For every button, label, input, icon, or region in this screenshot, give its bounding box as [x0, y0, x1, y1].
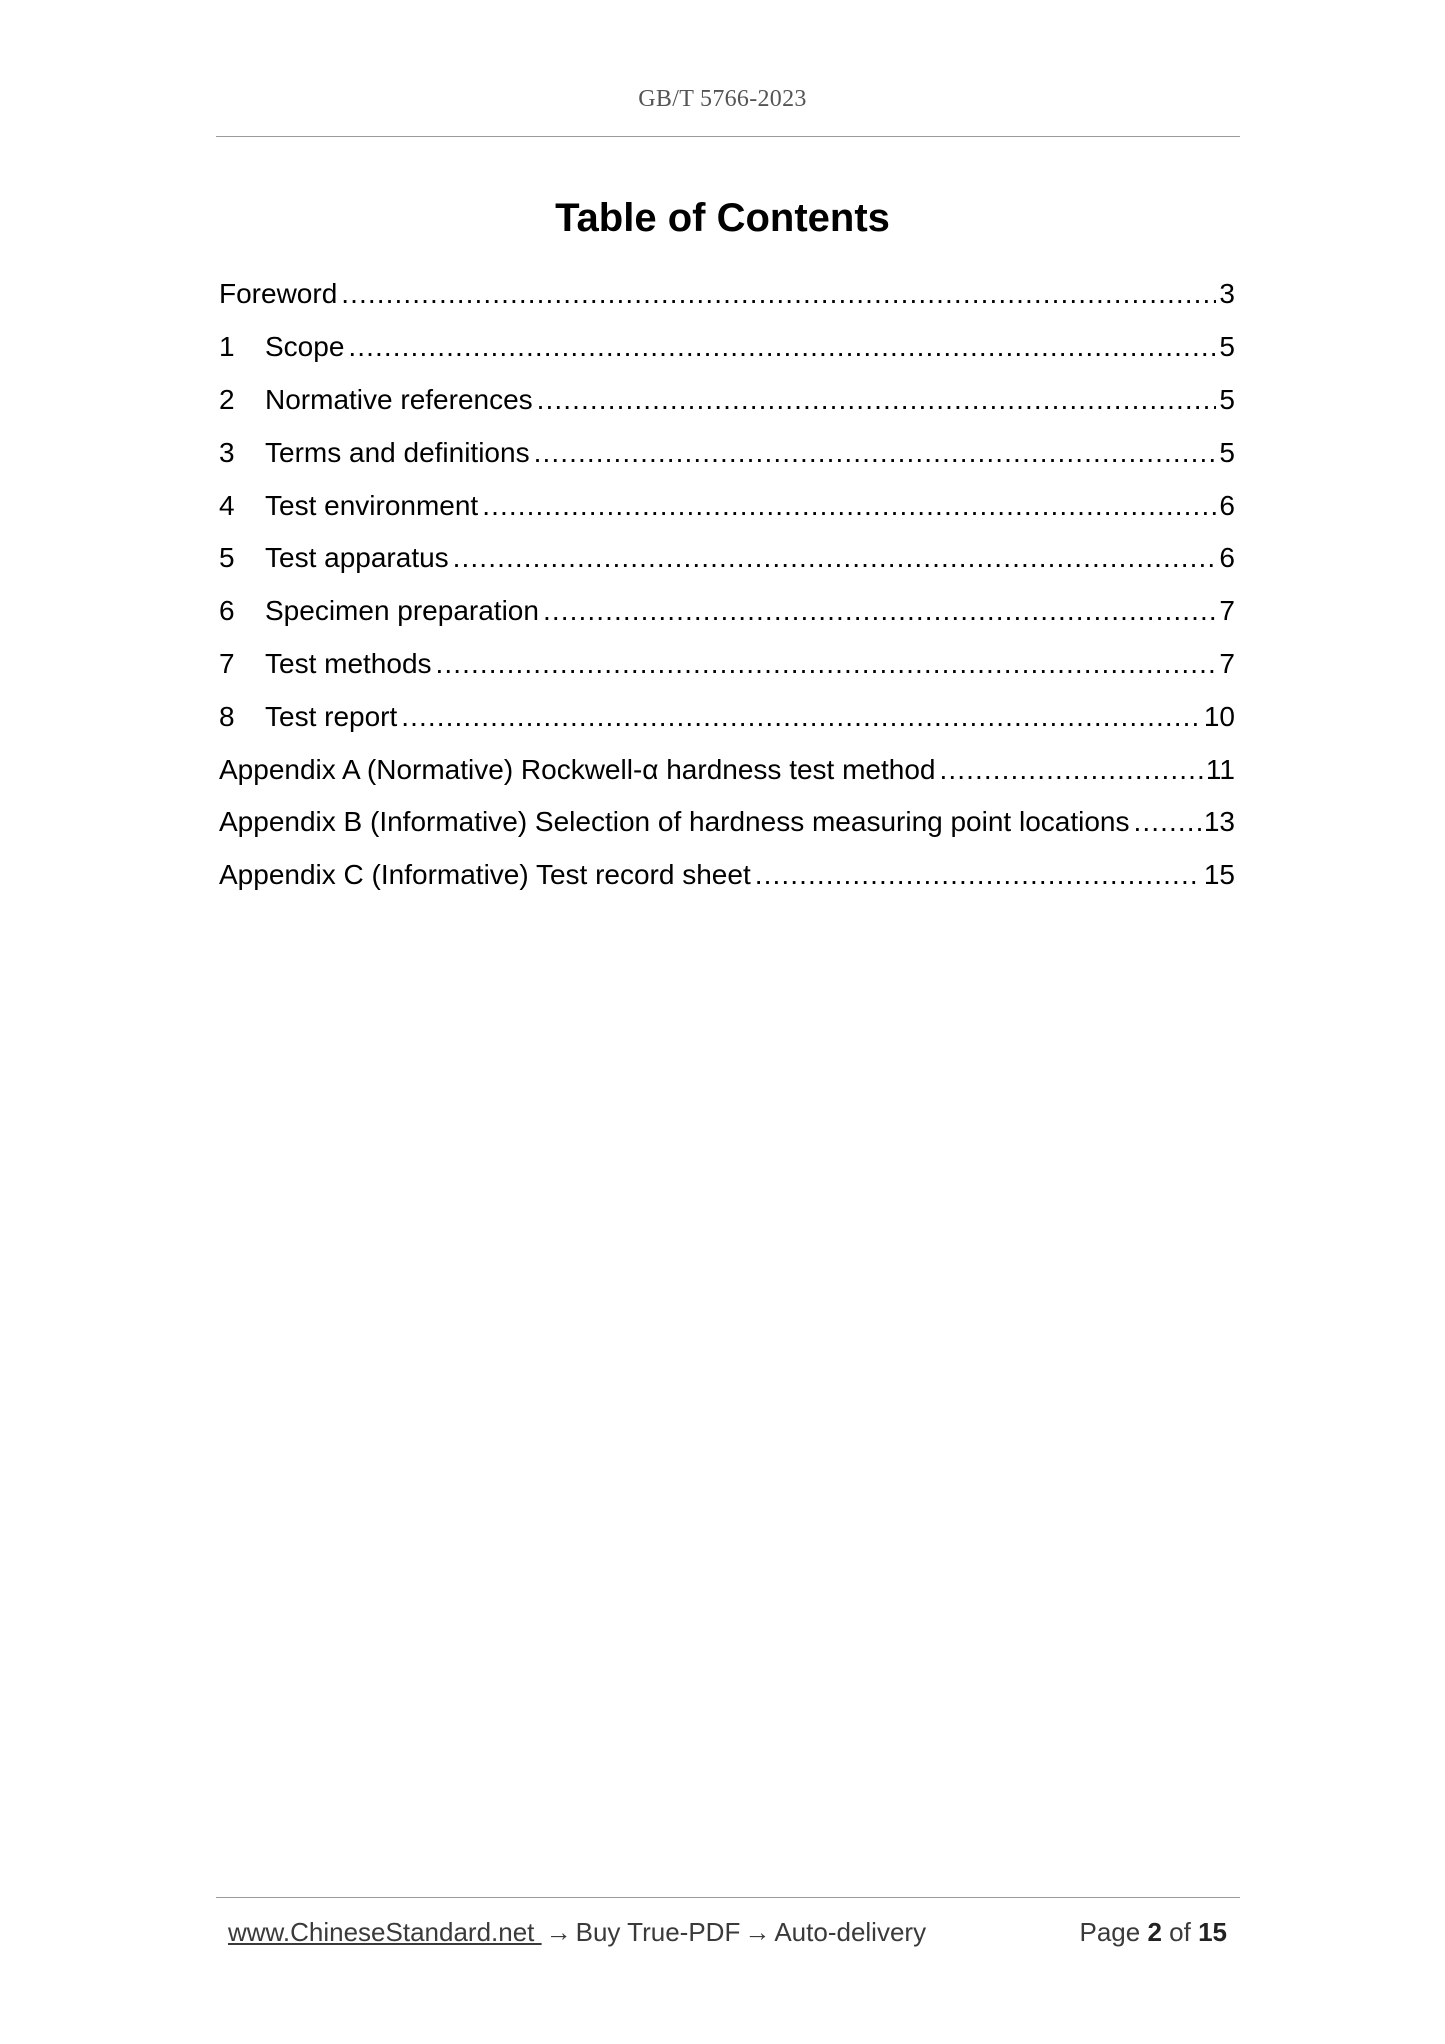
toc-dot-leader	[1134, 805, 1201, 839]
toc-entry-appendix-b[interactable]	[219, 796, 1235, 849]
toc-entry-number: 1	[219, 331, 235, 363]
toc-entry-label: Appendix C (Informative) Test record sheet	[219, 859, 751, 891]
footer-promo	[228, 1917, 926, 1948]
toc-entry-number: 2	[219, 383, 235, 415]
toc-entry-test-report[interactable]	[219, 690, 1235, 743]
right-arrow-icon: →	[545, 1917, 572, 1947]
toc-entry-number: 4	[219, 489, 235, 521]
toc-entry-specimen-preparation[interactable]	[219, 585, 1235, 638]
delivery-text: Auto-delivery	[774, 1917, 927, 1947]
toc-entry-test-methods[interactable]	[219, 638, 1235, 691]
toc-entry-page: 7	[1219, 595, 1235, 627]
page-title: Table of Contents	[555, 196, 890, 240]
toc-dot-leader	[482, 489, 1216, 523]
footer-divider	[216, 1897, 1240, 1898]
toc-entry-label: Terms and definitions	[265, 436, 530, 468]
toc-entry-foreword[interactable]	[219, 268, 1235, 321]
total-page-count: 15	[1198, 1917, 1227, 1947]
toc-entry-number: 3	[219, 436, 235, 468]
toc-entry-label: Foreword	[219, 278, 338, 310]
toc-entry-page: 3	[1219, 278, 1235, 310]
toc-entry-label: Normative references	[265, 383, 533, 415]
toc-entry-number: 6	[219, 595, 235, 627]
toc-entry-label: Test environment	[265, 489, 479, 521]
buy-text: Buy True-PDF	[575, 1917, 741, 1947]
header-divider	[216, 136, 1240, 137]
toc-entry-page: 6	[1219, 489, 1235, 521]
toc-entry-page: 13	[1203, 806, 1235, 838]
toc-entry-terms-and-definitions[interactable]	[219, 426, 1235, 479]
toc-entry-number: 7	[219, 647, 235, 679]
toc-entry-page: 7	[1219, 647, 1235, 679]
toc-entry-number: 5	[219, 542, 235, 574]
page-indicator	[1079, 1917, 1227, 1948]
toc-entry-label: Appendix A (Normative) Rockwell-α hardness test method	[219, 753, 936, 785]
website-link[interactable]: www.ChineseStandard.net	[228, 1917, 542, 1947]
toc-dot-leader	[940, 753, 1203, 787]
toc-dot-leader	[348, 330, 1216, 364]
toc-entry-scope[interactable]	[219, 321, 1235, 374]
running-header: GB/T 5766-2023	[638, 86, 807, 112]
toc-dot-leader	[543, 594, 1216, 628]
toc-entry-label: Test methods	[265, 647, 432, 679]
toc-dot-leader	[537, 383, 1217, 417]
toc-entry-test-environment[interactable]	[219, 479, 1235, 532]
toc-entry-page: 5	[1219, 436, 1235, 468]
toc-entry-label: Scope	[265, 331, 345, 363]
toc-entry-number: 8	[219, 700, 235, 732]
toc-entry-label: Specimen preparation	[265, 595, 539, 627]
table-of-contents	[219, 268, 1235, 902]
toc-dot-leader	[436, 647, 1217, 681]
toc-dot-leader	[534, 436, 1217, 470]
toc-entry-test-apparatus[interactable]	[219, 532, 1235, 585]
toc-entry-appendix-c[interactable]	[219, 849, 1235, 902]
toc-dot-leader	[401, 700, 1201, 734]
toc-entry-normative-references[interactable]	[219, 374, 1235, 427]
toc-entry-page: 6	[1219, 542, 1235, 574]
toc-dot-leader	[755, 858, 1201, 892]
toc-dot-leader	[341, 277, 1216, 311]
toc-entry-page: 15	[1203, 859, 1235, 891]
toc-entry-page: 5	[1219, 383, 1235, 415]
toc-entry-appendix-a[interactable]	[219, 743, 1235, 796]
toc-entry-label: Test report	[265, 700, 398, 732]
toc-dot-leader	[453, 541, 1217, 575]
toc-entry-page: 11	[1205, 753, 1235, 785]
page-word: Page	[1079, 1917, 1141, 1947]
current-page-number: 2	[1147, 1917, 1162, 1947]
toc-entry-label: Appendix B (Informative) Selection of hardness measuring point locations	[219, 806, 1130, 838]
toc-entry-page: 10	[1203, 700, 1235, 732]
of-word: of	[1169, 1917, 1191, 1947]
toc-entry-page: 5	[1219, 331, 1235, 363]
toc-entry-label: Test apparatus	[265, 542, 449, 574]
right-arrow-icon: →	[744, 1917, 771, 1947]
